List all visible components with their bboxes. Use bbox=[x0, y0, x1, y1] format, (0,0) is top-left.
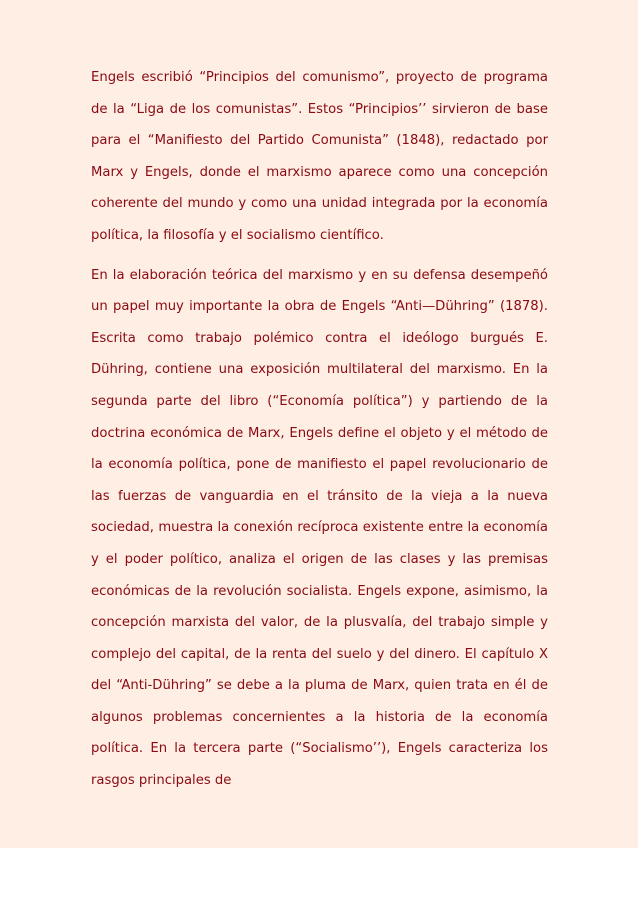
paragraph-1: Engels escribió “Principios del comunismo”, proyecto de programa de la “Liga de los comunistas”. Estos “Principios’’ sirvieron de base para el “Manifiesto del Partido Comunista” (1848), redactado por Marx y Engels, donde el marxismo aparece como una concepción coherente del mundo y como una unidad integrada por la economía política, la filosofía y el socialismo científico. bbox=[91, 70, 548, 243]
body-text bbox=[91, 62, 548, 797]
page-bottom-margin bbox=[0, 848, 638, 903]
paragraph-2: En la elaboración teórica del marxismo y en su defensa desempeñó un papel muy importante la obra de Engels “Anti—Dühring” (1878). Escrita como trabajo polémico contra el ideólogo burgués E. Dühring, contiene una exposición multilateral del marxismo. En la segunda parte del libro (“Economía política”) y partiendo de la doctrina económica de Marx, Engels define el objeto y el método de la economía política, pone de manifiesto el papel revolucionario de las fuerzas de vanguardia en el tránsito de la vieja a la nueva sociedad, muestra la conexión recíproca existente entre la economía y el poder político, analiza el origen de las clases y las premisas económicas de la revolución socialista. Engels expone, asimismo, la concepción marxista del valor, de la plusvalía, del trabajo simple y complejo del capital, de la renta del suelo y del dinero. El capítulo X del “Anti-Dühring” se debe a la pluma de Marx, quien trata en él de algunos problemas concernientes a la historia de la economía política. En la tercera parte (“Socialismo’’), Engels caracteriza los rasgos principales de bbox=[91, 267, 548, 789]
